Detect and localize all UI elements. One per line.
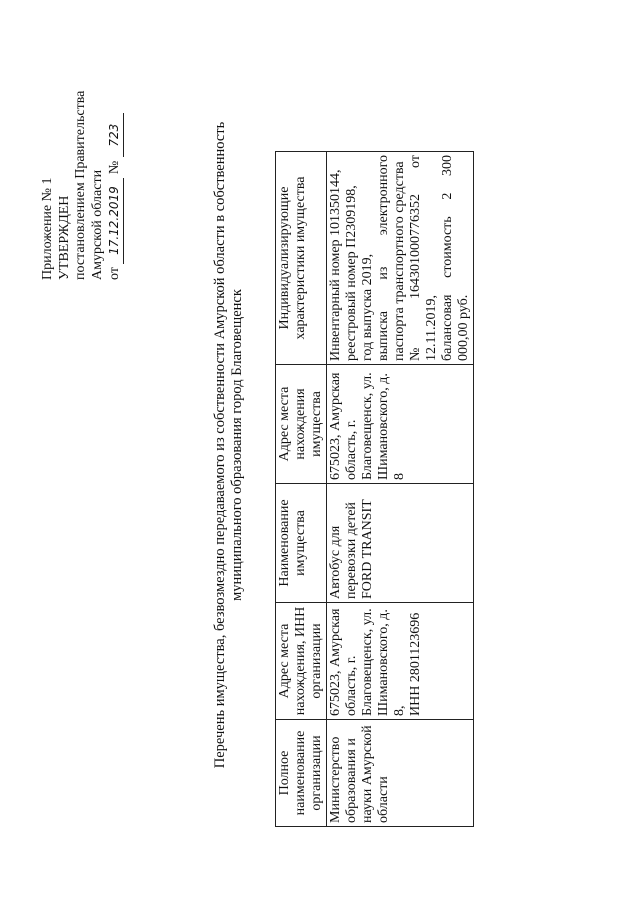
approved-label: УТВЕРЖДЕН: [56, 195, 72, 280]
handwritten-number: 723: [106, 113, 124, 157]
cell-property-address: 675023, Амурская область, г. Благовещенск, ул. Шимановского, д. 8: [327, 365, 474, 484]
char-year: год выпуска 2019,: [360, 253, 375, 361]
header-characteristics: Индивидуализирующие характеристики имущества: [276, 152, 327, 365]
header-property-name: Наименование имущества: [276, 484, 327, 603]
char-passport: выписка из электронного паспорта транспортного средства: [376, 155, 407, 361]
resolution-label: постановлением Правительства: [73, 90, 88, 280]
region-label: Амурской области: [89, 169, 105, 280]
header-property-address: Адрес места нахождения имущества: [276, 365, 327, 484]
handwritten-date: 17.12.2019: [106, 178, 124, 264]
approval-block: [40, 60, 124, 280]
char-balance-value: балансовая стоимость 2 300 000,00 руб.: [440, 155, 471, 361]
number-label: №: [107, 160, 122, 175]
org-inn-text: ИНН 2801123696: [408, 612, 423, 716]
char-inventory: Инвентарный номер 101350144,: [328, 169, 343, 361]
cell-org-address: [327, 603, 474, 720]
date-number-line: [106, 60, 124, 280]
from-label: от: [107, 267, 122, 280]
appendix-label: Приложение № 1: [40, 177, 55, 280]
cell-org-name: Министерство образования и науки Амурской области: [327, 720, 474, 827]
char-registry: реестровый номер П2309198,: [344, 185, 359, 361]
header-org-address: Адрес места нахождения, ИНН организации: [276, 603, 327, 720]
title-line-2: муниципального образования город Благовещенск: [229, 289, 245, 601]
header-org-name: Полное наименование организации: [276, 720, 327, 827]
table-row: [327, 152, 474, 827]
table-header-row: [276, 152, 327, 827]
title-line-1: Перечень имущества, безвозмездно передаваемого из собственности Амурской области в собственность: [212, 121, 228, 769]
document-title: [212, 65, 246, 825]
org-address-text: 675023, Амурская область, г. Благовещенск, ул. Шимановского, д. 8,: [328, 608, 407, 716]
cell-characteristics: [327, 152, 474, 365]
property-table: [275, 151, 474, 827]
char-passport-number: № 164301000776352 от 12.11.2019,: [408, 155, 439, 361]
cell-property-name: Автобус для перевозки детей FORD TRANSIT: [327, 484, 474, 603]
